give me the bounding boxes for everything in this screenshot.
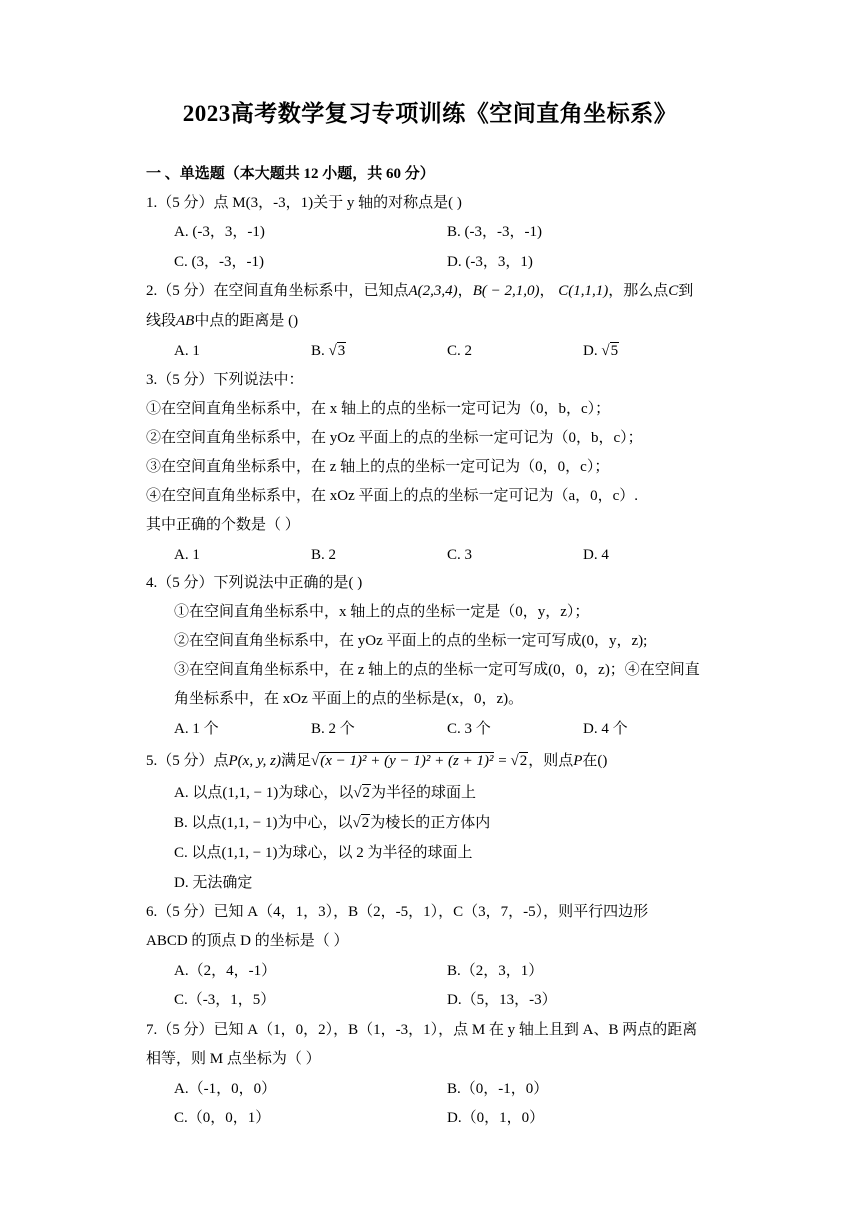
q2-text: 2.（5 分）在空间直角坐标系中，已知点 — [146, 283, 409, 299]
q7-option-a: A.（-1，0，0） — [174, 1081, 277, 1097]
q1-option-a: A. (-3，3，-1) — [174, 224, 265, 240]
q4-statement-3: ③在空间直角坐标系中，在 z 轴上的点的坐标一定可写成(0，0，z)；④在空间直 — [174, 662, 700, 678]
q3-tail: 其中正确的个数是（ ） — [146, 517, 300, 533]
q2-point-c: C(1,1,1) — [558, 283, 609, 299]
q6-stem-line2: ABCD 的顶点 D 的坐标是（ ） — [146, 933, 349, 949]
q2-option-d-radicand: 5 — [610, 343, 619, 359]
q2-point-a: A(2,3,4) — [408, 283, 458, 299]
q2-text: 到 — [678, 283, 694, 299]
q5-option-a-text: 为半径的球面上 — [371, 785, 477, 801]
q2-stem-line2 — [146, 311, 298, 331]
q5-text: 满足 — [281, 753, 312, 769]
q6-option-b: B.（2，3，1） — [447, 963, 544, 979]
q2-point-b: B( − 2,1,0) — [472, 283, 540, 299]
section-heading: 一 、单选题（本大题共 12 小题，共 60 分） — [146, 166, 435, 182]
q6-option-d: D.（5，13，-3） — [447, 992, 557, 1008]
sqrt-symbol: √ — [510, 753, 519, 769]
q2-option-d — [583, 341, 619, 361]
q4-option-d: D. 4 个 — [583, 721, 628, 737]
sqrt-symbol: √ — [601, 343, 610, 359]
q5-point-p: P(x, y, z) — [228, 753, 281, 769]
q7-option-b: B.（0，-1，0） — [447, 1081, 549, 1097]
q4-option-b: B. 2 个 — [311, 721, 355, 737]
q5-option-b — [174, 813, 490, 833]
q4-option-a: A. 1 个 — [174, 721, 219, 737]
q5-option-b-radicand: 2 — [361, 815, 370, 831]
q5-text: 在() — [582, 753, 608, 769]
q5-option-a-point: (1,1, − 1) — [222, 785, 279, 801]
q5-point-p-ref: P — [573, 753, 583, 769]
q2-sep: ， — [457, 283, 473, 299]
q2-sep: ， — [539, 283, 559, 299]
q6-option-a: A.（2，4，-1） — [174, 963, 277, 979]
q2-segment: AB — [176, 313, 195, 329]
q4-statement-4: 角坐标系中，在 xOz 平面上的点的坐标是(x，0，z)。 — [174, 691, 524, 707]
q1-stem: 1.（5 分）点 M(3，-3，1)关于 y 轴的对称点是( ) — [146, 195, 462, 211]
q5-option-b-text: B. 以点 — [174, 815, 222, 831]
sqrt-symbol: √ — [311, 753, 320, 769]
q5-equals: = — [494, 753, 511, 769]
q2-option-a: A. 1 — [174, 343, 200, 359]
q5-stem — [146, 751, 607, 771]
q2-text: 中点的距离是 () — [194, 313, 299, 329]
q5-option-b-text: 为中心，以 — [277, 815, 353, 831]
q2-text: ，那么点 — [608, 283, 669, 299]
q5-option-c-point: (1,1, − 1) — [221, 845, 278, 861]
q3-option-a: A. 1 — [174, 547, 200, 563]
q2-stem-line1 — [146, 281, 693, 301]
q5-option-b-text: 为棱长的正方体内 — [370, 815, 491, 831]
q4-statement-2: ②在空间直角坐标系中，在 yOz 平面上的点的坐标一定可写成(0，y，z); — [174, 633, 648, 649]
q5-text: ，则点 — [528, 753, 574, 769]
q2-option-c: C. 2 — [447, 343, 473, 359]
q6-option-c: C.（-3，1，5） — [174, 992, 276, 1008]
q2-option-b-radicand: 3 — [337, 343, 346, 359]
q3-statement-3: ③在空间直角坐标系中，在 z 轴上的点的坐标一定可记为（0，0，c）； — [146, 459, 610, 475]
q2-point-c-ref: C — [668, 283, 679, 299]
q5-option-d: D. 无法确定 — [174, 875, 253, 891]
q1-option-d: D. (-3，3，1) — [447, 254, 533, 270]
q7-option-c: C.（0，0，1） — [174, 1110, 271, 1126]
q1-option-b: B. (-3，-3，-1) — [447, 224, 542, 240]
q2-option-b-label: B. — [311, 343, 329, 359]
q2-option-b — [311, 341, 346, 361]
q2-text: 线段 — [146, 313, 177, 329]
sqrt-symbol: √ — [328, 343, 337, 359]
q5-option-a-text: A. 以点 — [174, 785, 223, 801]
q7-stem-line2: 相等，则 M 点坐标为（ ） — [146, 1051, 321, 1067]
q5-option-c-text: C. 以点 — [174, 845, 222, 861]
q3-option-b: B. 2 — [311, 547, 337, 563]
q3-option-c: C. 3 — [447, 547, 473, 563]
q3-option-d: D. 4 — [583, 547, 609, 563]
q5-expression: (x − 1)² + (y − 1)² + (z + 1)² — [320, 753, 494, 769]
q3-stem: 3.（5 分）下列说法中： — [146, 372, 304, 388]
sqrt-symbol: √ — [353, 785, 362, 801]
q7-stem-line1: 7.（5 分）已知 A（1，0，2），B（1，-3，1），点 M 在 y 轴上且到 A、B 两点的距离 — [146, 1022, 698, 1038]
q5-rhs: 2 — [519, 753, 528, 769]
q5-text: 5.（5 分）点 — [146, 753, 229, 769]
sqrt-symbol: √ — [352, 815, 361, 831]
q3-statement-1: ①在空间直角坐标系中，在 x 轴上的点的坐标一定可记为（0，b，c）； — [146, 401, 611, 417]
q5-option-b-point: (1,1, − 1) — [221, 815, 278, 831]
page-title: 2023高考数学复习专项训练《空间直角坐标系》 — [182, 101, 678, 126]
q7-option-d: D.（0，1，0） — [447, 1110, 545, 1126]
q5-option-a — [174, 783, 476, 803]
q2-option-d-label: D. — [583, 343, 602, 359]
q5-option-c-text: 为球心，以 2 为半径的球面上 — [277, 845, 473, 861]
q4-option-c: C. 3 个 — [447, 721, 491, 737]
q3-statement-4: ④在空间直角坐标系中，在 xOz 平面上的点的坐标一定可记为（a，0，c）. — [146, 488, 639, 504]
q1-option-c: C. (3，-3，-1) — [174, 254, 264, 270]
q6-stem-line1: 6.（5 分）已知 A（4，1，3），B（2，-5，1），C（3，7，-5），则平行四边形 — [146, 904, 649, 920]
q4-statement-1: ①在空间直角坐标系中，x 轴上的点的坐标一定是（0，y，z）； — [174, 604, 590, 620]
q5-option-a-radicand: 2 — [362, 785, 371, 801]
q5-option-a-text: 为球心，以 — [278, 785, 354, 801]
q5-option-c — [174, 843, 472, 863]
q4-stem: 4.（5 分）下列说法中正确的是( ) — [146, 575, 363, 591]
q3-statement-2: ②在空间直角坐标系中，在 yOz 平面上的点的坐标一定可记为（0，b，c）； — [146, 430, 643, 446]
